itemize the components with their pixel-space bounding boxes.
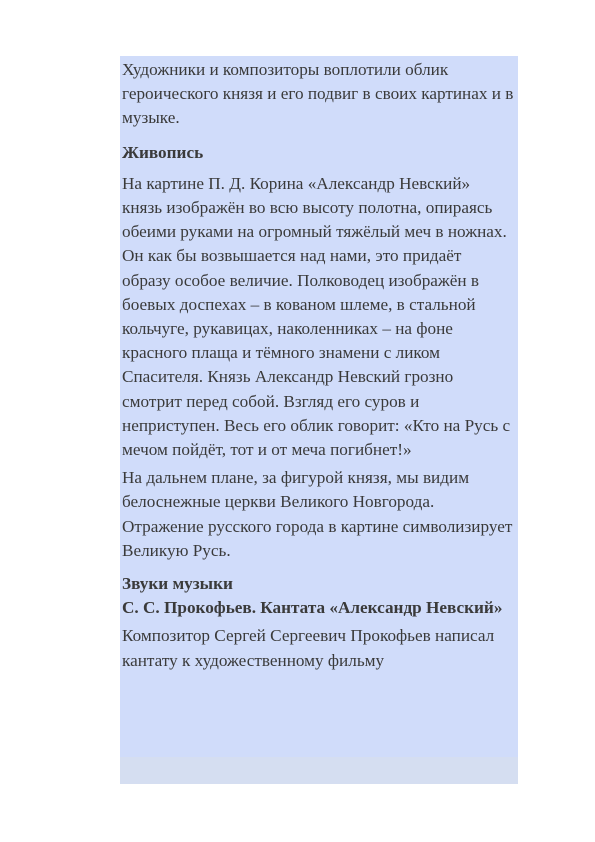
- intro-paragraph: Художники и композиторы воплотили облик героического князя и его подвиг в своих картинах и в музыке.: [122, 60, 514, 128]
- music-paragraph-1: Композитор Сергей Сергеевич Прокофьев написал кантату к художественному фильму: [122, 626, 495, 670]
- painting-heading: Живопись: [122, 142, 204, 162]
- music-heading: Звуки музыки: [122, 574, 233, 594]
- music-subheading: С. С. Прокофьев. Кантата «Александр Невский»: [122, 598, 503, 618]
- document-content: [122, 58, 514, 673]
- painting-paragraph-1: На картине П. Д. Корина «Александр Невский» князь изображён во всю высоту полотна, опираясь обеими руками на огромный тяжёлый меч в ножнах. Он как бы возвышается над нами, это придаёт образу особое величие. Полководец изображён в боевых доспехах – в кованом шлеме, в стальной кольчуге, рукавицах, наколенниках – на фоне красного плаща и тёмного знамени с ликом Спасителя. Князь Александр Невский грозно смотрит перед собой. Взгляд его суров и неприступен. Весь его облик говорит: «Кто на Русь с мечом пойдёт, тот и от меча погибнет!»: [122, 173, 511, 460]
- text-block-footer: [120, 757, 518, 784]
- painting-paragraph-2: На дальнем плане, за фигурой князя, мы видим белоснежные церкви Великого Новгорода. Отражение русского города в картине символизирует Великую Русь.: [122, 468, 513, 560]
